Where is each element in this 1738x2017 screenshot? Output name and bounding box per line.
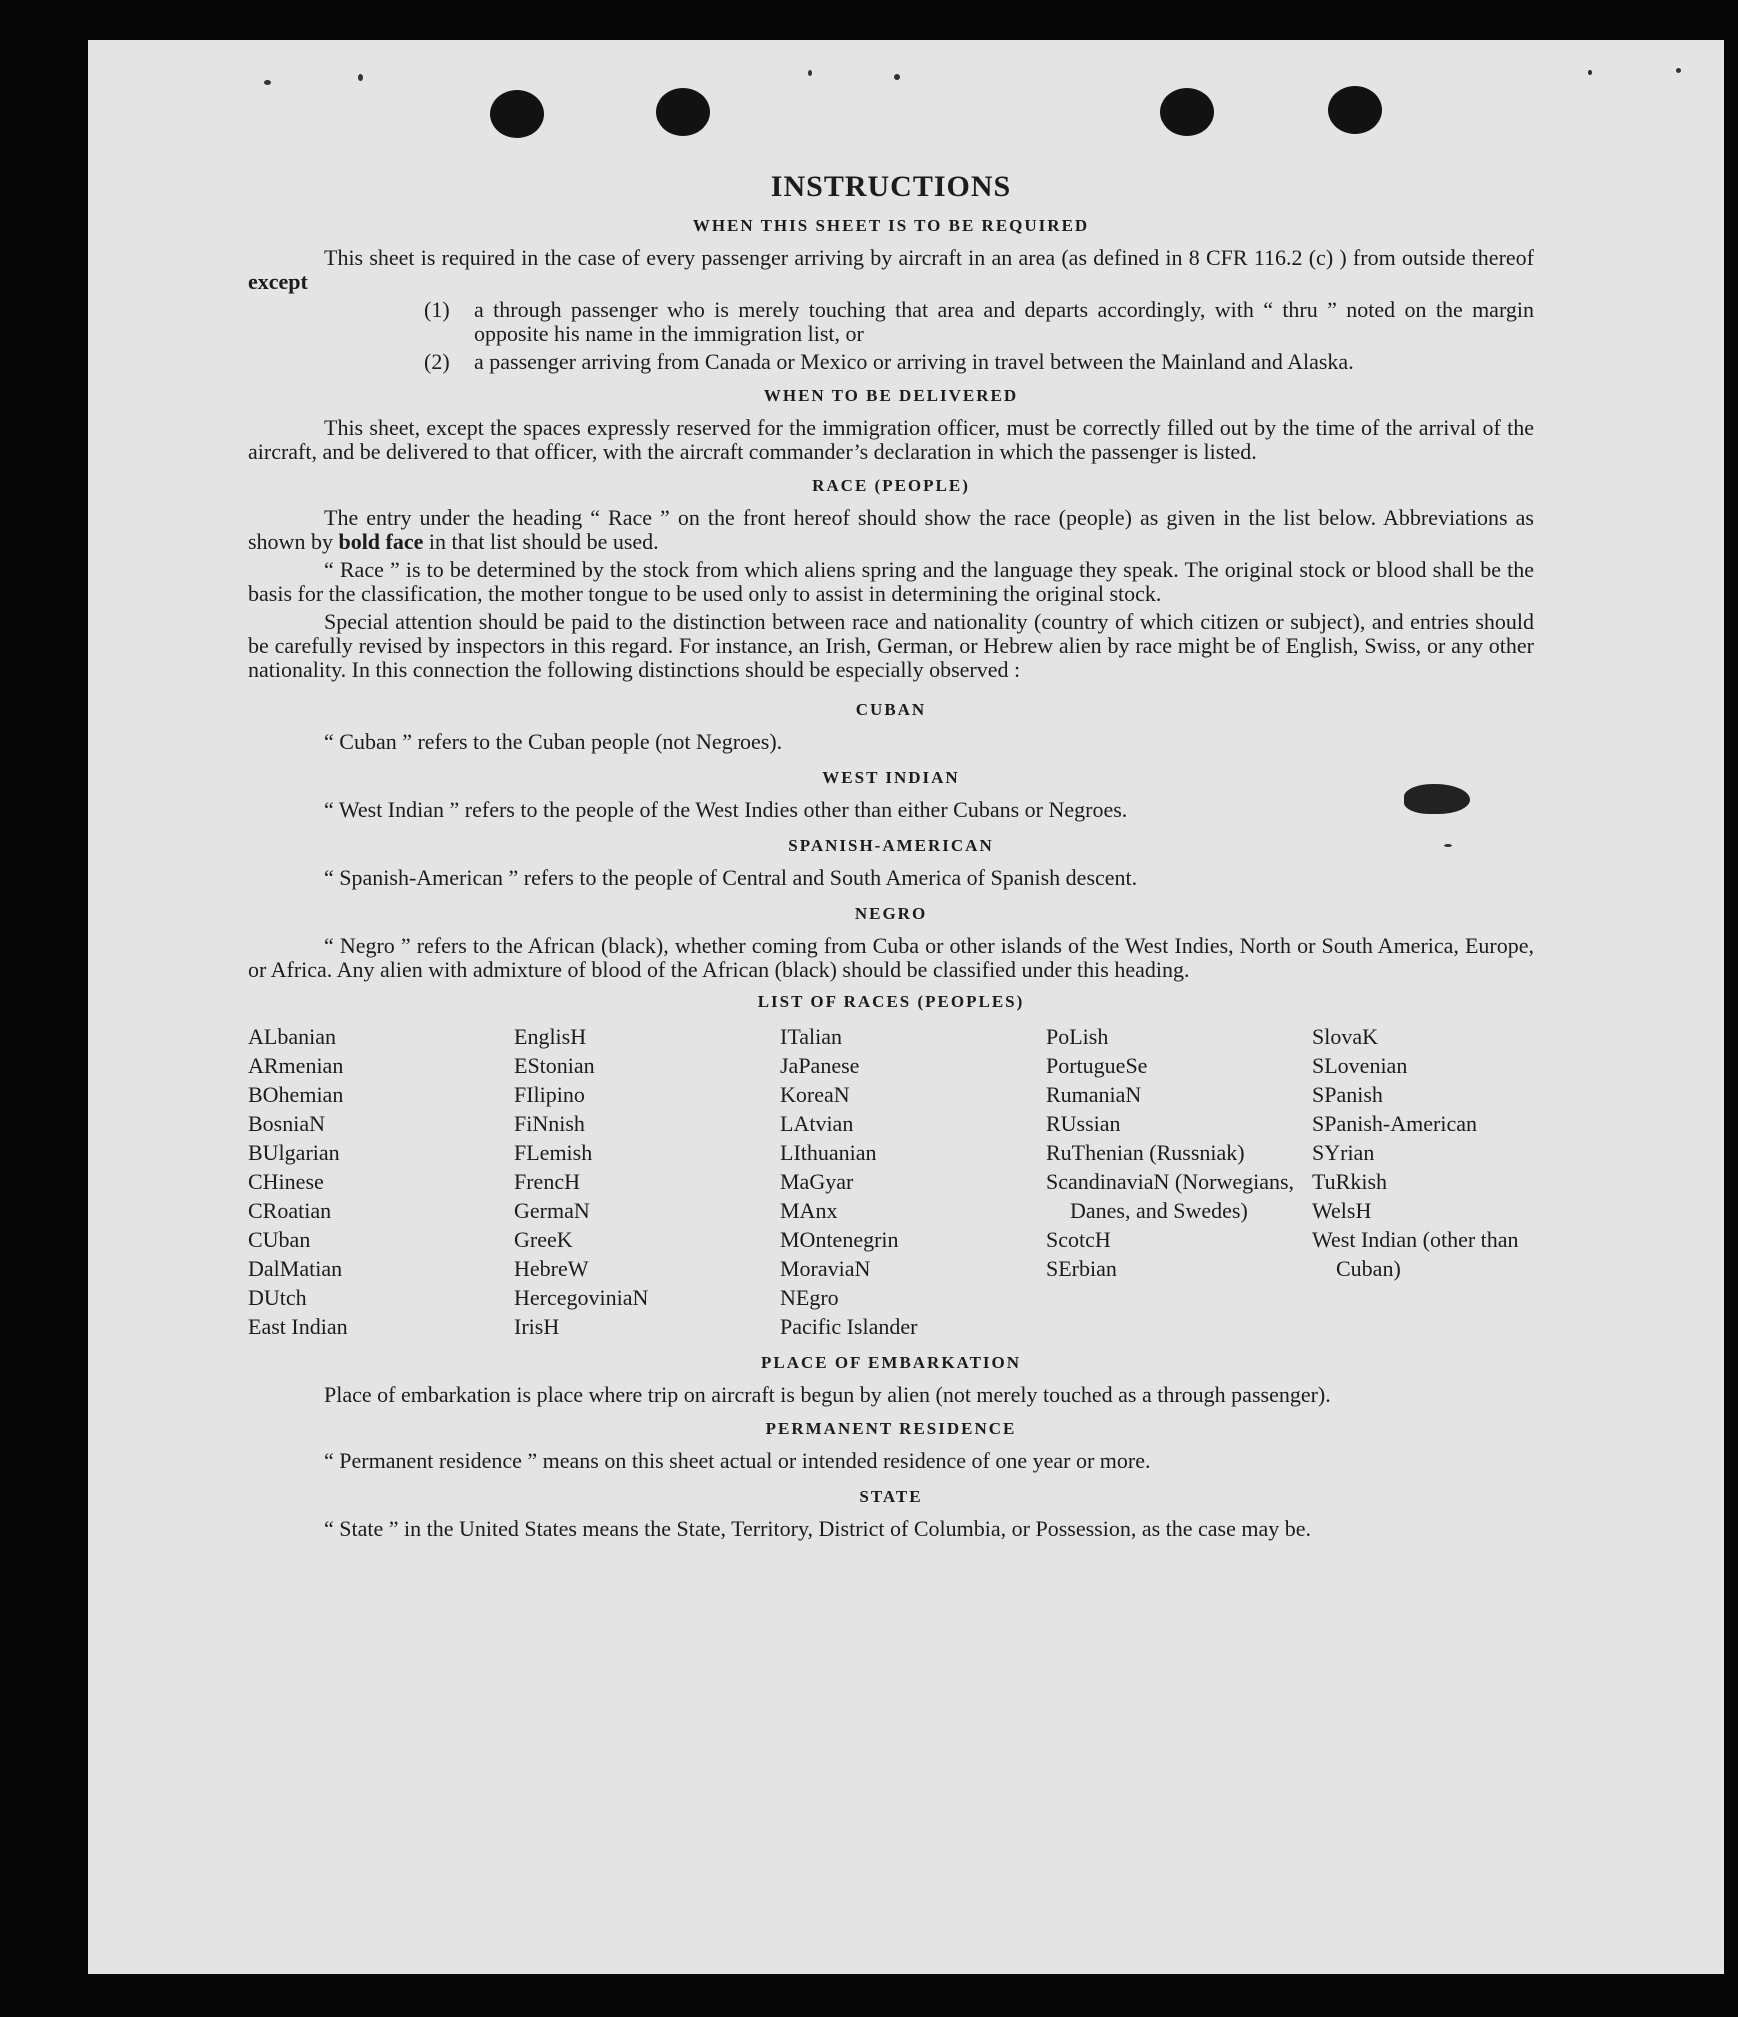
race-entry: KoreaN <box>780 1082 850 1107</box>
race-entry: ScotcH <box>1046 1227 1111 1252</box>
race-entry: EStonian <box>514 1053 595 1078</box>
punch-hole <box>656 88 710 136</box>
race-entry: MoraviaN <box>780 1256 871 1281</box>
instructions-content <box>248 170 1534 1541</box>
race-entry: RumaniaN <box>1046 1082 1142 1107</box>
race-entry: West Indian (other than Cuban) <box>1312 1227 1519 1281</box>
heading-permanent-residence: PERMANENT RESIDENCE <box>765 1419 1017 1438</box>
cuban-text: “ Cuban ” refers to the Cuban people (not Negroes). <box>324 729 783 754</box>
heading-race: RACE (PEOPLE) <box>812 476 970 495</box>
races-column <box>780 1022 1046 1341</box>
race-entry: HebreW <box>514 1256 589 1281</box>
race-entry: FiNnish <box>514 1111 585 1136</box>
exception-item: (1) a through passenger who is merely touching that area and departs accordingly, with “ thru ” noted on the margin opposite his name in the immigration list, or <box>424 297 1534 346</box>
negro-text: “ Negro ” refers to the African (black), whether coming from Cuba or other islands of the West Indies, North or South America, Europe, or Africa. Any alien with admixture of blood of the African (black) should be classified under this heading. <box>248 933 1534 982</box>
race-entry: FrencH <box>514 1169 580 1194</box>
race-entry: HercegoviniaN <box>514 1285 649 1310</box>
race-entry: ARmenian <box>248 1053 344 1078</box>
race-paragraph: Special attention should be paid to the distinction between race and nationality (country of which citizen or subject), and entries should be carefully revised by inspectors in this regard. For instance, an Irish, German, or Hebrew alien by race might be of English, Swiss, or any other nationality. In this connection the following distinctions should be especially observed : <box>248 609 1534 682</box>
race-paragraph: The entry under the heading “ Race ” on the front hereof should show the race (people) as given in the list below. Abbreviations as shown by bold face in that list should be used. <box>248 505 1534 554</box>
heading-spanish-american: SPANISH-AMERICAN <box>788 836 994 855</box>
race-entry: CRoatian <box>248 1198 332 1223</box>
race-entry: ALbanian <box>248 1024 336 1049</box>
document-page <box>88 40 1724 1974</box>
race-entry: LAtvian <box>780 1111 854 1136</box>
race-entry: JaPanese <box>780 1053 860 1078</box>
races-column <box>1312 1022 1532 1341</box>
race-entry: SYrian <box>1312 1140 1375 1165</box>
race-entry: DalMatian <box>248 1256 343 1281</box>
races-list <box>248 1022 1534 1341</box>
punch-hole <box>1160 88 1214 136</box>
race-entry: RuThenian (Russniak) <box>1046 1140 1245 1165</box>
heading-when-delivered: WHEN TO BE DELIVERED <box>763 386 1019 405</box>
race-entry: MaGyar <box>780 1169 854 1194</box>
race-entry: PoLish <box>1046 1024 1109 1049</box>
race-entry: GreeK <box>514 1227 573 1252</box>
heading-place-of-embarkation: PLACE OF EMBARKATION <box>760 1353 1022 1372</box>
races-column <box>1046 1022 1312 1341</box>
race-entry: LIthuanian <box>780 1140 877 1165</box>
race-entry: TuRkish <box>1312 1169 1388 1194</box>
spanish-american-text: “ Spanish-American ” refers to the people of Central and South America of Spanish descent. <box>324 865 1138 890</box>
races-column <box>514 1022 780 1341</box>
race-entry: BOhemian <box>248 1082 344 1107</box>
heading-state: STATE <box>859 1487 923 1506</box>
race-entry: SLovenian <box>1312 1053 1408 1078</box>
heading-negro: NEGRO <box>854 904 928 923</box>
speck <box>808 70 812 76</box>
heading-cuban: CUBAN <box>855 700 927 719</box>
state-text: “ State ” in the United States means the State, Territory, District of Columbia, or Possession, as the case may be. <box>324 1516 1312 1541</box>
heading-when-required: WHEN THIS SHEET IS TO BE REQUIRED <box>692 216 1090 235</box>
race-entry: NEgro <box>780 1285 839 1310</box>
race-entry: MOntenegrin <box>780 1227 899 1252</box>
speck <box>1588 70 1592 75</box>
race-entry: RUssian <box>1046 1111 1121 1136</box>
race-entry: ScandinaviaN (Norwegians, Danes, and Swedes) <box>1046 1169 1295 1223</box>
speck <box>894 74 900 80</box>
race-entry: East Indian <box>248 1314 348 1339</box>
race-entry: Pacific Islander <box>780 1314 918 1339</box>
race-entry: CHinese <box>248 1169 324 1194</box>
race-entry: FIlipino <box>514 1082 585 1107</box>
race-entry: SErbian <box>1046 1256 1117 1281</box>
race-entry: BUlgarian <box>248 1140 340 1165</box>
races-column <box>248 1022 514 1341</box>
race-entry: WelsH <box>1312 1198 1372 1223</box>
page-title: INSTRUCTIONS <box>770 170 1012 203</box>
punch-hole <box>1328 86 1382 134</box>
heading-west-indian: WEST INDIAN <box>822 768 960 787</box>
speck <box>358 74 363 81</box>
race-entry: DUtch <box>248 1285 307 1310</box>
speck <box>264 80 271 85</box>
race-entry: MAnx <box>780 1198 838 1223</box>
punch-hole <box>490 90 544 138</box>
speck <box>1676 68 1681 73</box>
embarkation-text: Place of embarkation is place where trip on aircraft is begun by alien (not merely touched as a through passenger). <box>324 1382 1331 1407</box>
race-entry: CUban <box>248 1227 311 1252</box>
residence-text: “ Permanent residence ” means on this sheet actual or intended residence of one year or more. <box>324 1448 1151 1473</box>
heading-list-of-races: LIST OF RACES (PEOPLES) <box>757 992 1025 1011</box>
race-entry: SPanish-American <box>1312 1111 1477 1136</box>
exception-item: (2) a passenger arriving from Canada or Mexico or arriving in travel between the Mainland and Alaska. <box>424 349 1354 374</box>
race-entry: IrisH <box>514 1314 560 1339</box>
required-text: This sheet is required in the case of every passenger arriving by aircraft in an area (as defined in 8 CFR 116.2 (c) ) from outside thereof except <box>248 245 1534 294</box>
race-entry: ITalian <box>780 1024 842 1049</box>
race-entry: BosniaN <box>248 1111 325 1136</box>
delivered-text: This sheet, except the spaces expressly reserved for the immigration officer, must be correctly filled out by the time of the arrival of the aircraft, and be delivered to that officer, with the aircraft commander’s declaration in which the passenger is listed. <box>248 415 1534 464</box>
west-indian-text: “ West Indian ” refers to the people of the West Indies other than either Cubans or Negroes. <box>324 797 1128 822</box>
race-entry: SlovaK <box>1312 1024 1378 1049</box>
race-paragraph: “ Race ” is to be determined by the stock from which aliens spring and the language they speak. The original stock or blood shall be the basis for the classification, the mother tongue to be used only to assist in determining the original stock. <box>248 557 1534 606</box>
race-entry: EnglisH <box>514 1024 587 1049</box>
race-entry: GermaN <box>514 1198 590 1223</box>
race-entry: PortugueSe <box>1046 1053 1148 1078</box>
race-entry: SPanish <box>1312 1082 1383 1107</box>
race-entry: FLemish <box>514 1140 593 1165</box>
